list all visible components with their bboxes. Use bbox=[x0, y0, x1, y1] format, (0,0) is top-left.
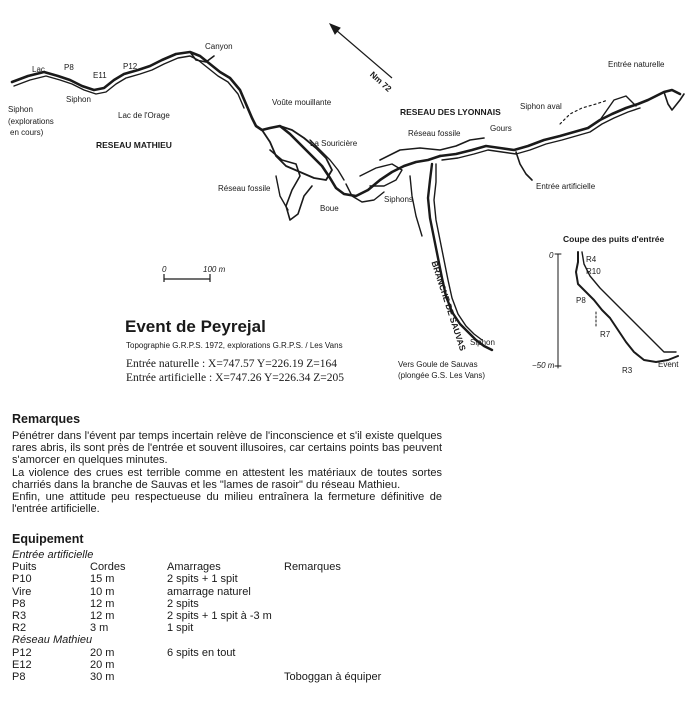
label-canyon: Canyon bbox=[205, 42, 233, 51]
label-boue: Boue bbox=[320, 204, 339, 213]
label-p8: P8 bbox=[64, 63, 74, 72]
col-puits: Puits bbox=[12, 561, 37, 574]
section-depth-zero: 0 bbox=[549, 251, 554, 260]
label-siphon-aval: Siphon aval bbox=[520, 102, 562, 111]
cell-puits: P8 bbox=[12, 597, 26, 610]
section-depth-50: −50 m bbox=[532, 361, 555, 370]
scale-zero: 0 bbox=[162, 265, 167, 274]
cell-cordes: 30 m bbox=[90, 670, 115, 683]
table-row bbox=[12, 598, 432, 610]
topography-credit: Topographie G.R.P.S. 1972, explorations G.R.P.S. / Les Vans bbox=[126, 341, 343, 350]
section-r7: R7 bbox=[600, 330, 611, 339]
section-r3: R3 bbox=[622, 366, 633, 375]
coord-entree-naturelle: Entrée naturelle : X=747.57 Y=226.19 Z=164 bbox=[126, 358, 337, 370]
table-row bbox=[12, 573, 432, 585]
cell-amarrages: 2 spits + 1 spit bbox=[167, 573, 238, 586]
label-branche-sauvas: BRANCHE DE SAUVAS bbox=[429, 259, 468, 353]
equipement-rows-mathieu bbox=[12, 647, 432, 684]
cell-cordes: 12 m bbox=[90, 609, 115, 622]
section-event: Event bbox=[658, 360, 679, 369]
col-remarques: Remarques bbox=[284, 561, 341, 574]
cell-cordes: 12 m bbox=[90, 597, 115, 610]
cell-cordes: 3 m bbox=[90, 622, 109, 635]
label-north: Nm 72 bbox=[367, 69, 394, 94]
equipement-table bbox=[12, 549, 432, 683]
table-row bbox=[12, 671, 432, 683]
cell-puits: R2 bbox=[12, 622, 27, 635]
label-souriciere: La Souricière bbox=[310, 139, 358, 148]
label-voute: Voûte mouillante bbox=[272, 98, 332, 107]
table-row bbox=[12, 659, 432, 671]
label-siphon-bottom: Siphon bbox=[470, 338, 495, 347]
label-p12: P12 bbox=[123, 62, 138, 71]
equipement-rows-artificielle bbox=[12, 573, 432, 634]
remarques-heading: Remarques bbox=[12, 412, 81, 426]
cell-puits: Vire bbox=[12, 585, 32, 598]
label-entree-artificielle: Entrée artificielle bbox=[536, 182, 596, 191]
coord-entree-artificielle: Entrée artificielle : X=747.26 Y=226.34 Z=205 bbox=[126, 372, 344, 384]
label-lac-orage: Lac de l'Orage bbox=[118, 111, 170, 120]
cell-puits: R3 bbox=[12, 609, 27, 622]
remarques-p3: Enfin, une attitude peu respectueuse du milieu entraînera la fermeture définitive de l'entrée artificielle. bbox=[12, 491, 442, 516]
section-r4: R4 bbox=[586, 255, 597, 264]
label-siphons: Siphons bbox=[384, 195, 413, 204]
cell-cordes: 20 m bbox=[90, 646, 115, 659]
cell-amarrages: 1 spit bbox=[167, 622, 194, 635]
label-explorations-2: en cours) bbox=[10, 128, 44, 137]
cell-cordes: 10 m bbox=[90, 585, 115, 598]
cell-amarrages: 2 spits bbox=[167, 597, 199, 610]
cell-puits: P12 bbox=[12, 646, 32, 659]
gallery-sauvas bbox=[428, 164, 492, 353]
label-reseau-fossile-right: Réseau fossile bbox=[408, 129, 461, 138]
label-siphon-small: Siphon bbox=[66, 95, 91, 104]
scale-end: 100 m bbox=[203, 265, 226, 274]
cell-puits: E12 bbox=[12, 658, 32, 671]
remarques-text bbox=[12, 430, 442, 515]
remarques-p1: Pénétrer dans l'évent par temps incertain relève de l'inconscience et s'il existe quelques rares abris, ils sont près de l'entrée et souvent illusoires, car certains points bas peuvent s'amorcer en quelques minutes. bbox=[12, 430, 442, 467]
section-p8: P8 bbox=[576, 296, 586, 305]
label-gours: Gours bbox=[490, 124, 512, 133]
cell-puits: P8 bbox=[12, 670, 26, 683]
cell-remarques: Toboggan à équiper bbox=[284, 670, 382, 683]
table-row bbox=[12, 622, 432, 634]
equipement-sub2: Réseau Mathieu bbox=[12, 634, 93, 647]
equipement-sub1: Entrée artificielle bbox=[12, 549, 94, 561]
table-row bbox=[12, 610, 432, 622]
page-title: Event de Peyrejal bbox=[125, 317, 266, 336]
label-reseau-mathieu: RESEAU MATHIEU bbox=[96, 140, 172, 150]
cell-cordes: 15 m bbox=[90, 573, 115, 586]
label-explorations-1: (explorations bbox=[8, 117, 54, 126]
label-lac: Lac bbox=[32, 65, 45, 74]
equipement-header-row bbox=[12, 561, 432, 573]
table-row bbox=[12, 586, 432, 598]
label-entree-naturelle: Entrée naturelle bbox=[608, 60, 665, 69]
col-amarrages: Amarrages bbox=[167, 561, 221, 574]
remarques-p2: La violence des crues est terrible comme en attestent les matériaux de toutes sortes charriés dans la branche de Sauvas et les "lames de rasoir" du réseau Mathieu. bbox=[12, 466, 442, 491]
equipement-heading: Equipement bbox=[12, 532, 84, 546]
label-reseau-fossile-left: Réseau fossile bbox=[218, 184, 271, 193]
table-row bbox=[12, 647, 432, 659]
cell-amarrages: 6 spits en tout bbox=[167, 646, 236, 659]
label-vers-goule-2: (plongée G.S. Les Vans) bbox=[398, 371, 486, 380]
cell-amarrages: amarrage naturel bbox=[167, 585, 251, 598]
col-cordes: Cordes bbox=[90, 561, 126, 574]
label-vers-goule-1: Vers Goule de Sauvas bbox=[398, 360, 478, 369]
section-r10: R10 bbox=[586, 267, 601, 276]
gallery-lyonnais bbox=[440, 90, 680, 156]
cell-cordes: 20 m bbox=[90, 658, 115, 671]
cell-amarrages: 2 spits + 1 spit à -3 m bbox=[167, 609, 272, 622]
cell-puits: P10 bbox=[12, 573, 32, 586]
label-reseau-lyonnais: RESEAU DES LYONNAIS bbox=[400, 107, 501, 117]
label-e11: E11 bbox=[93, 71, 107, 80]
section-title: Coupe des puits d'entrée bbox=[563, 234, 665, 244]
label-siphon-left: Siphon bbox=[8, 105, 33, 114]
